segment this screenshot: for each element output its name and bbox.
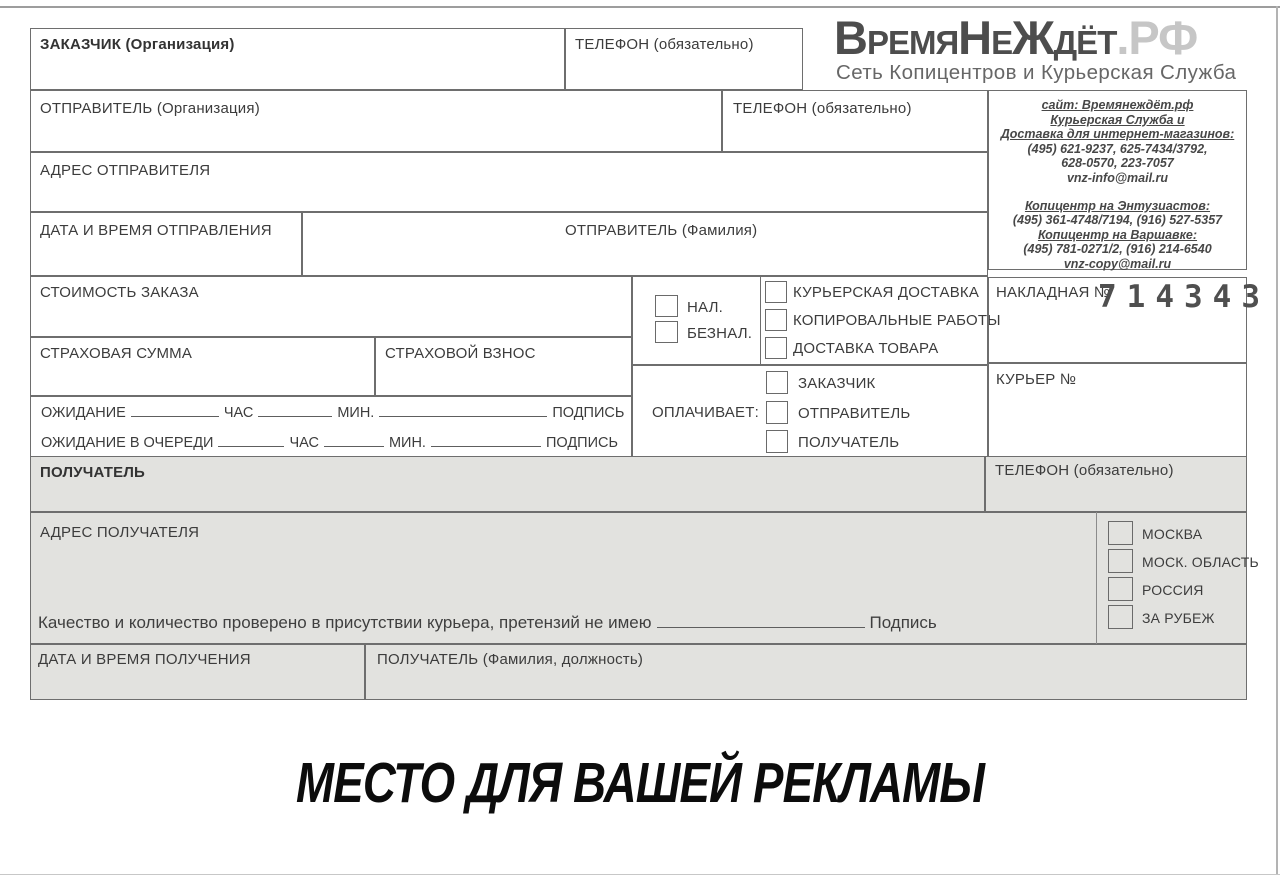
sender-address-label: АДРЕС ОТПРАВИТЕЛЯ (40, 162, 211, 179)
sender-phone-label: ТЕЛЕФОН (обязательно) (733, 100, 912, 117)
contact-phones-1: (495) 621-9237, 625-7434/3792, (1027, 141, 1208, 156)
customer-org-label: ЗАКАЗЧИК (Организация) (40, 36, 235, 53)
payer-recipient-checkbox (766, 430, 788, 453)
queue-sign-blank (431, 433, 541, 447)
copycenter-2-phones: (495) 781-0271/2, (916) 214-6540 (1023, 242, 1212, 257)
copycenter-1-title: Копицентр на Энтузиастов: (1024, 198, 1211, 213)
contact-email-2: vnz-copy@mail.ru (1063, 256, 1172, 271)
waybill-number-label: НАКЛАДНАЯ № (996, 284, 1111, 301)
waiting-min-blank (258, 403, 332, 417)
contact-email-1: vnz-info@mail.ru (1066, 170, 1169, 185)
contact-info-panel (988, 90, 1247, 270)
region-abroad-checkbox (1108, 605, 1133, 629)
payer-sender-label: ОТПРАВИТЕЛЬ (798, 405, 911, 422)
waiting-sign-blank (379, 403, 547, 417)
sender-org-label: ОТПРАВИТЕЛЬ (Организация) (40, 100, 260, 117)
goods-delivery-checkbox (765, 337, 787, 359)
page-edge-right (1276, 6, 1278, 874)
waybill-number-stamp: 714343 (1098, 279, 1270, 315)
cashless-checkbox (655, 321, 678, 343)
region-russia-label: РОССИЯ (1142, 582, 1204, 598)
ad-text: МЕСТО ДЛЯ ВАШЕЙ РЕКЛАМЫ (295, 751, 985, 815)
signature-label-2: ПОДПИСЬ (545, 435, 618, 451)
courier-number-label: КУРЬЕР № (996, 371, 1077, 388)
quality-signature-label: Подпись (869, 613, 937, 632)
ad-placeholder (0, 750, 1280, 816)
dispatch-datetime-label: ДАТА И ВРЕМЯ ОТПРАВЛЕНИЯ (40, 222, 272, 239)
payer-label: ОПЛАЧИВАЕТ: (652, 404, 759, 421)
waiting-hour-blank (131, 403, 219, 417)
brand-suffix: .РФ (1116, 11, 1198, 64)
hour-label: ЧАС (223, 405, 254, 421)
region-moscow-label: МОСКВА (1142, 526, 1203, 542)
courier-delivery-checkbox (765, 281, 787, 303)
sender-address-box (30, 152, 988, 212)
brand-logo (834, 10, 1254, 65)
minute-label: МИН. (337, 405, 375, 421)
quality-confirmation-line (38, 612, 937, 633)
quality-text: Качество и количество проверено в присутствии курьера, претензий не имею (38, 613, 652, 632)
payer-customer-label: ЗАКАЗЧИК (798, 375, 876, 392)
cash-label: НАЛ. (687, 299, 723, 316)
region-russia-checkbox (1108, 577, 1133, 601)
recipient-label: ПОЛУЧАТЕЛЬ (40, 464, 146, 481)
courier-delivery-label: КУРЬЕРСКАЯ ДОСТАВКА (793, 284, 980, 301)
payer-sender-checkbox (766, 401, 788, 424)
copy-works-checkbox (765, 309, 787, 331)
region-abroad-label: ЗА РУБЕЖ (1142, 610, 1215, 626)
region-mosobl-label: МОСК. ОБЛАСТЬ (1142, 554, 1259, 570)
queue-hour-blank (218, 433, 284, 447)
copy-works-label: КОПИРОВАЛЬНЫЕ РАБОТЫ (793, 312, 1001, 329)
quality-signature-blank (657, 612, 865, 628)
payer-recipient-label: ПОЛУЧАТЕЛЬ (798, 434, 900, 451)
recipient-surname-label: ПОЛУЧАТЕЛЬ (Фамилия, должность) (377, 651, 644, 668)
cash-checkbox (655, 295, 678, 317)
queue-min-blank (324, 433, 384, 447)
brand-tagline: Сеть Копицентров и Курьерская Служба (836, 61, 1237, 84)
copycenter-2-title: Копицентр на Варшавке: (1037, 227, 1198, 242)
minute-label-2: МИН. (388, 435, 426, 451)
recipient-address-label: АДРЕС ПОЛУЧАТЕЛЯ (40, 524, 200, 541)
waiting-line (41, 403, 624, 421)
order-cost-label: СТОИМОСТЬ ЗАКАЗА (40, 284, 199, 301)
signature-label: ПОДПИСЬ (552, 405, 625, 421)
waiting-label: ОЖИДАНИЕ (41, 405, 126, 421)
contact-service-2: Доставка для интернет-магазинов: (1000, 127, 1235, 142)
hour-label-2: ЧАС (289, 435, 319, 451)
insurance-fee-label: СТРАХОВОЙ ВЗНОС (385, 345, 536, 362)
payer-customer-checkbox (766, 371, 788, 394)
page-edge-bottom (0, 874, 1280, 875)
recipient-phone-label: ТЕЛЕФОН (обязательно) (995, 462, 1174, 479)
customer-phone-label: ТЕЛЕФОН (обязательно) (575, 36, 754, 53)
payment-type-divider (760, 277, 761, 364)
waiting-queue-label: ОЖИДАНИЕ В ОЧЕРЕДИ (41, 435, 214, 451)
insurance-sum-label: СТРАХОВАЯ СУММА (40, 345, 193, 362)
cashless-label: БЕЗНАЛ. (687, 325, 753, 342)
receive-datetime-label: ДАТА И ВРЕМЯ ПОЛУЧЕНИЯ (38, 651, 251, 668)
waiting-queue-line (41, 433, 618, 451)
copycenter-1-phones: (495) 361-4748/7194, (916) 527-5357 (1012, 213, 1223, 228)
sender-surname-label: ОТПРАВИТЕЛЬ (Фамилия) (565, 222, 758, 239)
contact-spacer (989, 186, 1246, 199)
goods-delivery-label: ДОСТАВКА ТОВАРА (793, 340, 939, 357)
page-edge-top (0, 6, 1280, 8)
contact-service-1: Курьерская Служба и (1050, 112, 1185, 127)
contact-phones-2: 628-0570, 223-7057 (1061, 156, 1174, 171)
waiting-box (30, 396, 632, 458)
region-mosobl-checkbox (1108, 549, 1133, 573)
brand-name: ВремяНеЖдёт (834, 11, 1117, 64)
contact-site: сайт: Времянеждёт.рф (1041, 98, 1194, 112)
recipient-box (30, 456, 985, 512)
region-moscow-checkbox (1108, 521, 1133, 545)
